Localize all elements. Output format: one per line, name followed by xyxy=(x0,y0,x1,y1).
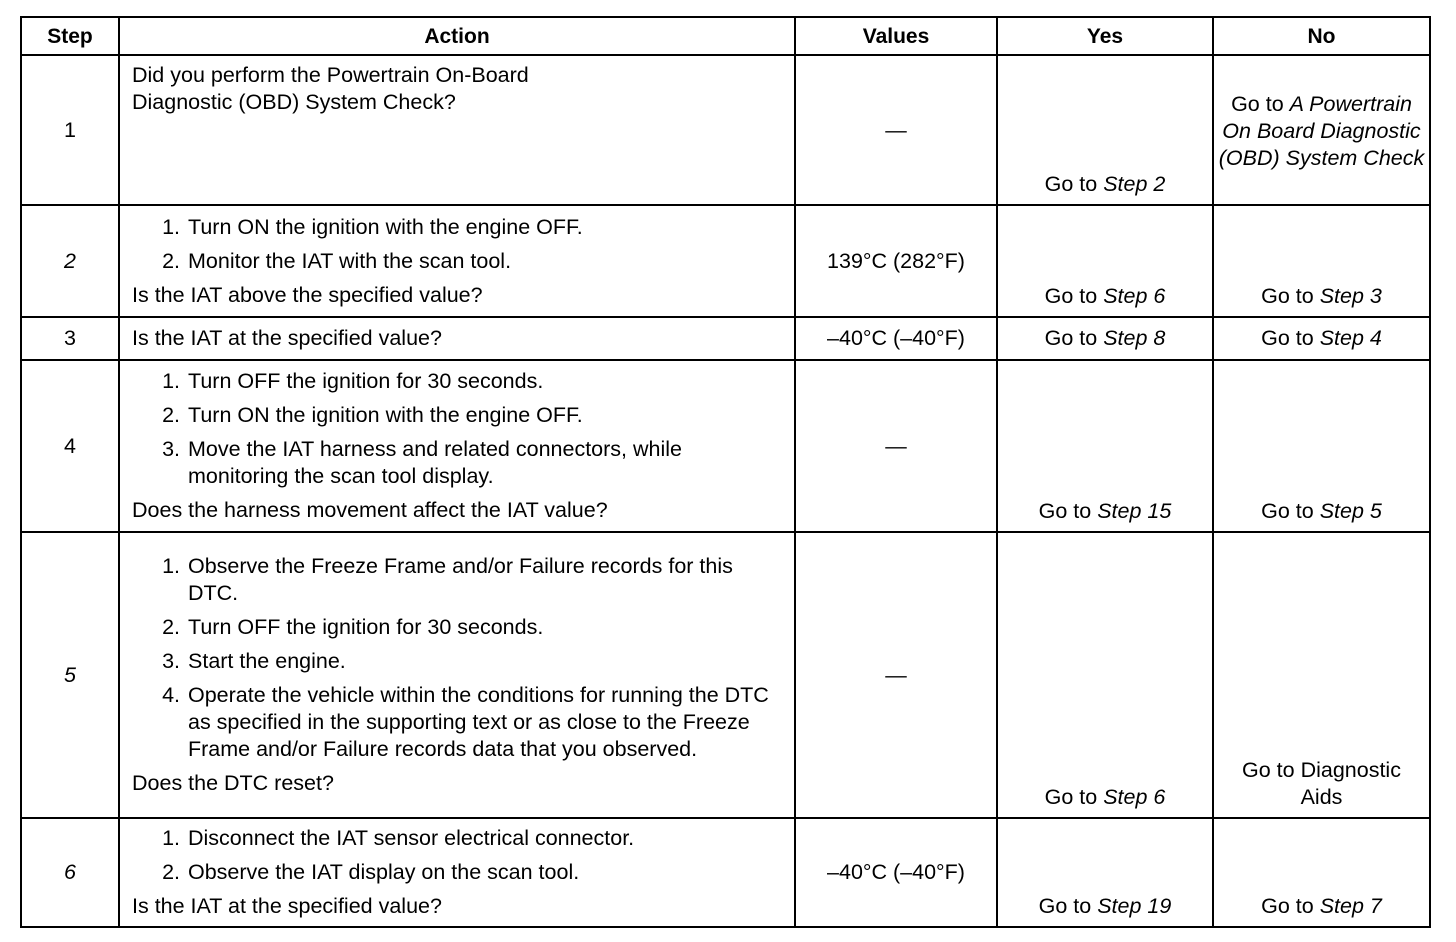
substep-list xyxy=(132,214,786,275)
question-text: Does the DTC reset? xyxy=(132,771,334,795)
yes-link[interactable]: Step 6 xyxy=(1103,785,1166,809)
diagnostic-table xyxy=(20,16,1431,928)
step-number: 1 xyxy=(21,55,119,205)
step-number: 6 xyxy=(21,818,119,927)
table-row xyxy=(21,818,1430,927)
action-cell xyxy=(119,818,795,927)
table-row xyxy=(21,317,1430,360)
no-link[interactable]: A Powertrain On Board Diagnostic (OBD) System Check xyxy=(1218,91,1425,170)
substep: 4. Operate the vehicle within the conditions for running the DTC as specified in the supporting text or as close to the Freeze Frame and/or Failure records data that you observed. xyxy=(162,683,769,761)
step-number: 3 xyxy=(21,317,119,360)
no-cell xyxy=(1213,55,1430,205)
header-row xyxy=(21,17,1430,55)
no-cell: Go to Step 7 xyxy=(1213,818,1430,927)
yes-cell: Go to Step 15 xyxy=(997,360,1213,532)
substep: 1. Disconnect the IAT sensor electrical connector. xyxy=(162,826,635,850)
question-text: Is the IAT above the specified value? xyxy=(132,282,483,307)
no-link[interactable]: Go to Diagnostic Aids xyxy=(1242,758,1401,809)
yes-cell: Go to Step 19 xyxy=(997,818,1213,927)
substep: 1. Turn ON the ignition with the engine OFF. xyxy=(162,214,583,239)
yes-prefix: Go to xyxy=(1044,172,1104,196)
value-cell: –40°C (–40°F) xyxy=(795,818,997,927)
question-text: Is the IAT at the specified value? xyxy=(132,326,442,350)
substep: 2. Monitor the IAT with the scan tool. xyxy=(162,248,512,273)
header-step: Step xyxy=(21,17,119,55)
substep: 2. Turn ON the ignition with the engine OFF. xyxy=(162,403,583,427)
no-link[interactable]: Step 5 xyxy=(1319,499,1382,523)
substep: 2. Observe the IAT display on the scan tool. xyxy=(162,860,580,884)
header-yes: Yes xyxy=(997,17,1213,55)
no-link[interactable]: Step 7 xyxy=(1319,894,1382,918)
header-action: Action xyxy=(119,17,795,55)
step-number: 4 xyxy=(21,360,119,532)
yes-link[interactable]: Step 19 xyxy=(1097,894,1172,918)
value-cell: –40°C (–40°F) xyxy=(795,317,997,360)
action-cell xyxy=(119,205,795,317)
step-number: 5 xyxy=(21,532,119,818)
no-link[interactable]: Step 3 xyxy=(1319,284,1382,308)
no-cell xyxy=(1213,532,1430,818)
value-cell: — xyxy=(795,55,997,205)
substep: 3. Move the IAT harness and related connectors, while monitoring the scan tool display. xyxy=(162,437,682,488)
header-no: No xyxy=(1213,17,1430,55)
substep: 3. Start the engine. xyxy=(162,649,346,673)
no-cell: Go to Step 4 xyxy=(1213,317,1430,360)
no-cell: Go to Step 5 xyxy=(1213,360,1430,532)
no-prefix: Go to xyxy=(1231,91,1290,116)
no-cell: Go to Step 3 xyxy=(1213,205,1430,317)
value-cell: — xyxy=(795,360,997,532)
table-row xyxy=(21,205,1430,317)
substep-list xyxy=(132,825,786,886)
substep: 2. Turn OFF the ignition for 30 seconds. xyxy=(162,615,544,639)
table-row xyxy=(21,360,1430,532)
action-cell xyxy=(119,532,795,818)
yes-link[interactable]: Step 15 xyxy=(1097,499,1172,523)
substep-list xyxy=(132,553,786,763)
step-number: 2 xyxy=(21,205,119,317)
question-text: Is the IAT at the specified value? xyxy=(132,894,442,918)
value-cell: — xyxy=(795,532,997,818)
no-link[interactable]: Step 4 xyxy=(1319,326,1382,350)
table-row xyxy=(21,532,1430,818)
yes-cell: Go to Step 8 xyxy=(997,317,1213,360)
question-text: Does the harness movement affect the IAT value? xyxy=(132,498,608,522)
yes-cell xyxy=(997,55,1213,205)
action-cell xyxy=(119,55,795,205)
yes-cell: Go to Step 6 xyxy=(997,205,1213,317)
table-row xyxy=(21,55,1430,205)
question-text: Did you perform the Powertrain On-Board Diagnostic (OBD) System Check? xyxy=(132,63,529,114)
yes-link[interactable]: Step 6 xyxy=(1103,284,1166,308)
header-values: Values xyxy=(795,17,997,55)
yes-link[interactable]: Step 2 xyxy=(1103,172,1166,196)
substep: 1. Observe the Freeze Frame and/or Failure records for this DTC. xyxy=(162,554,733,605)
action-cell xyxy=(119,360,795,532)
substep: 1. Turn OFF the ignition for 30 seconds. xyxy=(162,369,544,393)
value-cell: 139°C (282°F) xyxy=(795,205,997,317)
action-cell xyxy=(119,317,795,360)
yes-cell: Go to Step 6 xyxy=(997,532,1213,818)
yes-link[interactable]: Step 8 xyxy=(1103,326,1166,350)
substep-list xyxy=(132,368,786,490)
